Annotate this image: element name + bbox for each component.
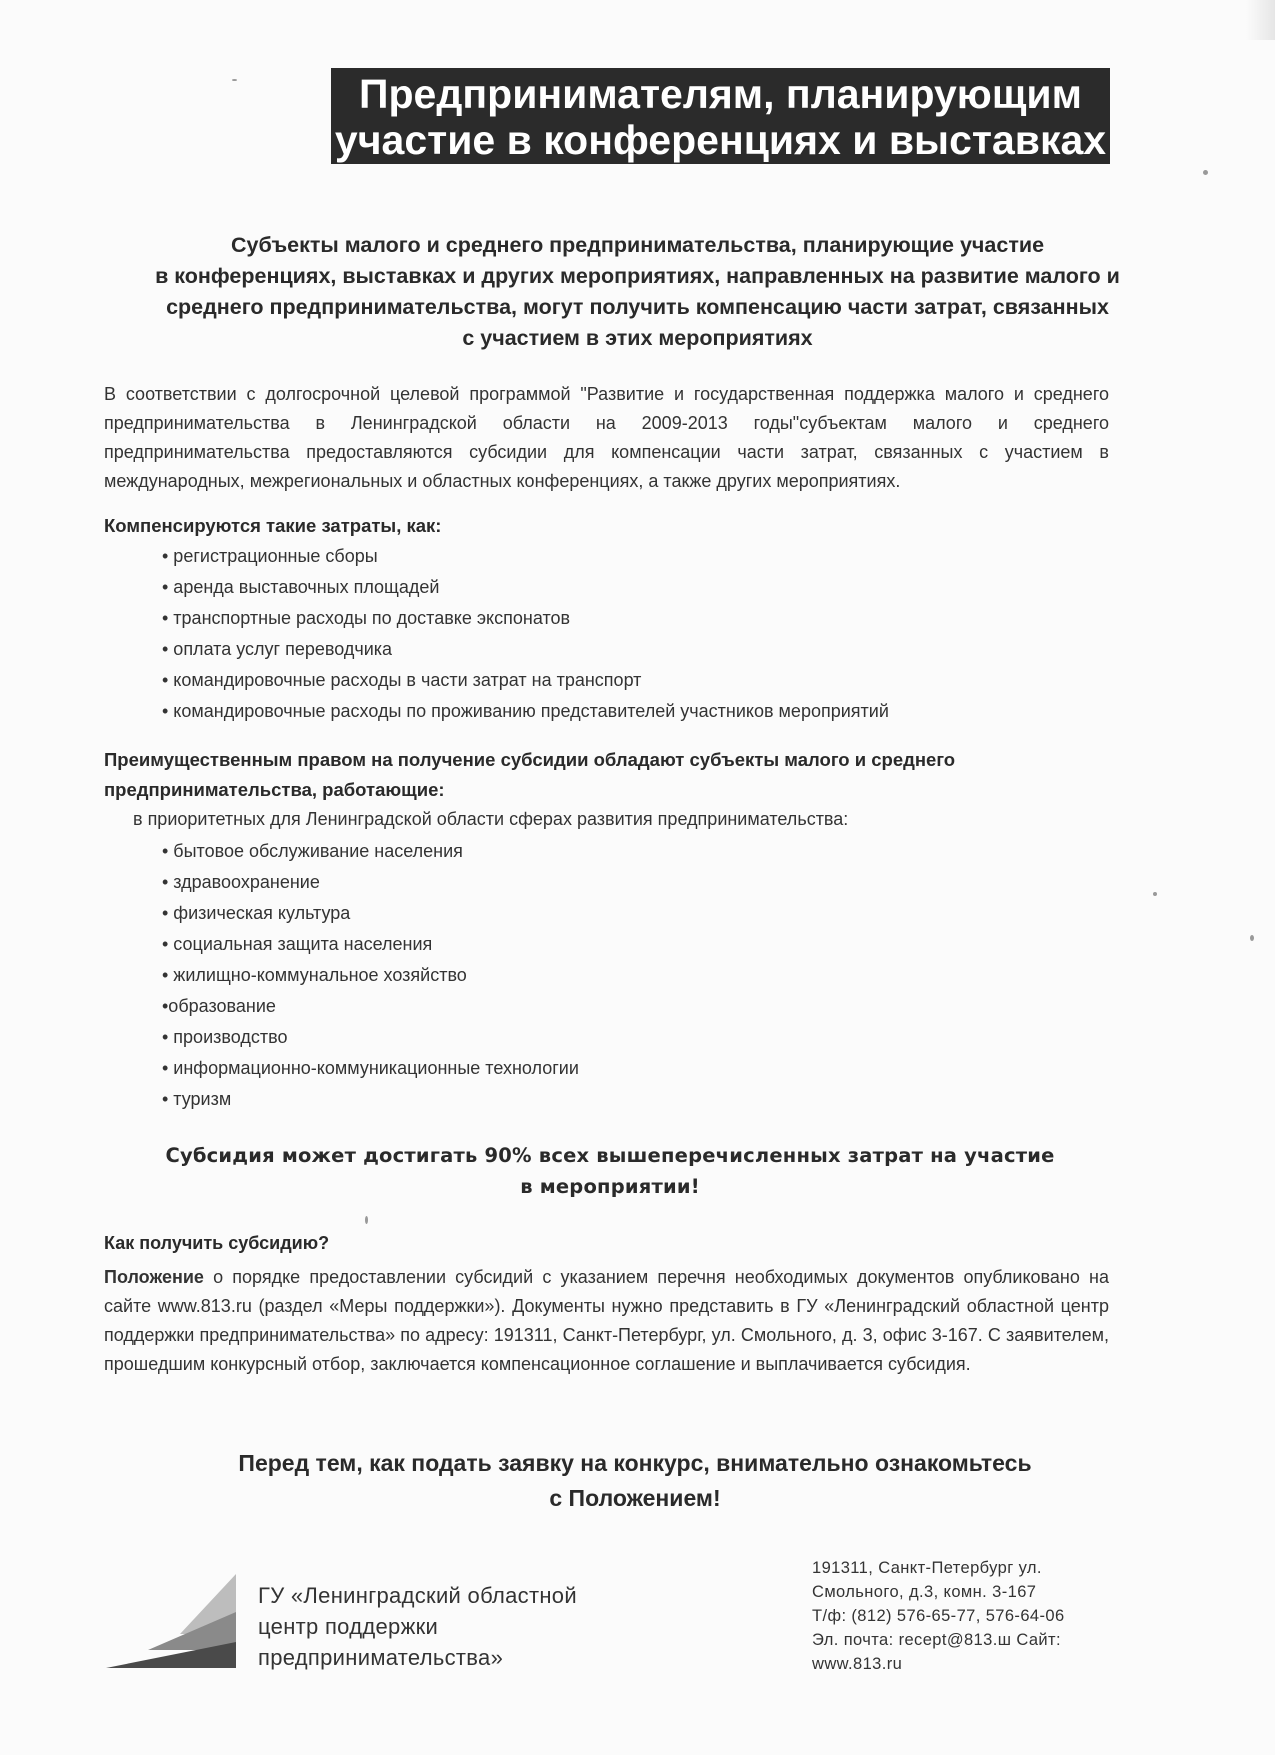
final-notice <box>140 1446 1130 1516</box>
org-name-line-1: ГУ «Ленинградский областной <box>258 1583 577 1608</box>
scan-speck <box>1203 170 1208 175</box>
page-title <box>331 68 1110 164</box>
list-item: • информационно-коммуникационные технологии <box>162 1058 579 1078</box>
final-line-1: Перед тем, как подать заявку на конкурс, внимательно ознакомьтесь <box>238 1450 1032 1476</box>
contact-phone: Т/ф: (812) 576-65-77, 576-64-06 <box>812 1607 1065 1625</box>
costs-list <box>162 541 889 727</box>
scan-speck <box>1153 892 1157 896</box>
page-title-line-1: Предпринимателям, планирующим <box>359 71 1082 117</box>
org-name <box>258 1580 678 1673</box>
list-item: • социальная защита населения <box>162 934 433 954</box>
list-item: • здравоохранение <box>162 872 320 892</box>
list-item: • физическая культура <box>162 903 351 923</box>
scan-edge-shadow <box>1246 0 1275 40</box>
priority-subheading: в приоритетных для Ленинградской области сферах развития предпринимательства: <box>133 809 849 829</box>
scan-speck <box>1250 935 1254 941</box>
intro-paragraph: В соответствии с долгосрочной целевой программой "Развитие и государственная поддержка малого и среднего предпринимательства в Ленинградской области на 2009-2013 годы"субъектам малого и среднего предпринимательства предоставляются субсидии для компенсации части затрат, связанных с участием в международных, межрегиональных и областных конференциях, а также других мероприятиях. <box>104 384 1109 491</box>
org-name-line-2: центр поддержки <box>258 1614 439 1639</box>
lead-line-4: с участием в этих мероприятиях <box>462 326 813 350</box>
page-title-line-2: участие в конференциях и выставках <box>334 117 1107 163</box>
how-lead-word: Положение <box>104 1267 204 1287</box>
highlight-line-1: Субсидия может достигать 90% всех вышеперечисленных затрат на участие <box>165 1144 1055 1167</box>
list-item: • туризм <box>162 1089 232 1109</box>
costs-heading: Компенсируются такие затраты, как: <box>104 515 442 536</box>
spheres-list <box>162 836 579 1115</box>
how-heading: Как получить субсидию? <box>104 1233 330 1253</box>
final-line-2: с Положением! <box>549 1485 721 1511</box>
lead-line-2: в конференциях, выставках и других мероприятиях, направленных на развитие малого и <box>155 264 1120 288</box>
list-item: • жилищно-коммунальное хозяйство <box>162 965 467 985</box>
list-item: • командировочные расходы по проживанию представителей участников мероприятий <box>162 701 889 721</box>
list-item: • бытовое обслуживание населения <box>162 841 463 861</box>
lead-line-1: Субъекты малого и среднего предпринимательства, планирующие участие <box>230 233 1045 257</box>
subsidy-highlight <box>160 1140 1060 1202</box>
list-item: • командировочные расходы в части затрат на транспорт <box>162 670 642 690</box>
org-logo-icon <box>104 1572 239 1672</box>
contact-address-2: Смольного, д.3, комн. 3-167 <box>812 1583 1037 1601</box>
contact-website: www.813.ru <box>812 1655 903 1673</box>
lead-statement <box>100 230 1175 354</box>
list-item: • аренда выставочных площадей <box>162 577 440 597</box>
highlight-line-2: в мероприятии! <box>520 1175 700 1198</box>
list-item: •образование <box>162 996 276 1016</box>
scan-speck <box>232 79 237 81</box>
priority-heading: Преимущественным правом на получение субсидии обладают субъекты малого и среднего предпринимательства, работающие: <box>104 749 956 800</box>
list-item: • оплата услуг переводчика <box>162 639 393 659</box>
contact-block <box>812 1556 1112 1676</box>
list-item: • производство <box>162 1027 288 1047</box>
list-item: • регистрационные сборы <box>162 546 378 566</box>
contact-email: Эл. почта: recept@813.ш Сайт: <box>812 1631 1061 1649</box>
how-text: о порядке предоставлении субсидий с указанием перечня необходимых документов опубликовано на сайте www.813.ru (раздел «Меры поддержки»). Документы нужно представить в ГУ «Ленинградский областной центр поддержки предпринимательства» по адресу: 191311, Санкт-Петербург, ул. Смольного, д. 3, офис 3-167. С заявителем, прошедшим конкурсный отбор, заключается компенсационное соглашение и выплачивается субсидия. <box>104 1267 1109 1374</box>
list-item: • транспортные расходы по доставке экспонатов <box>162 608 571 628</box>
lead-line-3: среднего предпринимательства, могут получить компенсацию части затрат, связанных <box>166 295 1109 319</box>
scan-speck <box>365 1216 368 1224</box>
contact-address-1: 191311, Санкт-Петербург ул. <box>812 1559 1042 1577</box>
org-name-line-3: предпринимательства» <box>258 1645 504 1670</box>
how-paragraph <box>104 1263 1109 1379</box>
